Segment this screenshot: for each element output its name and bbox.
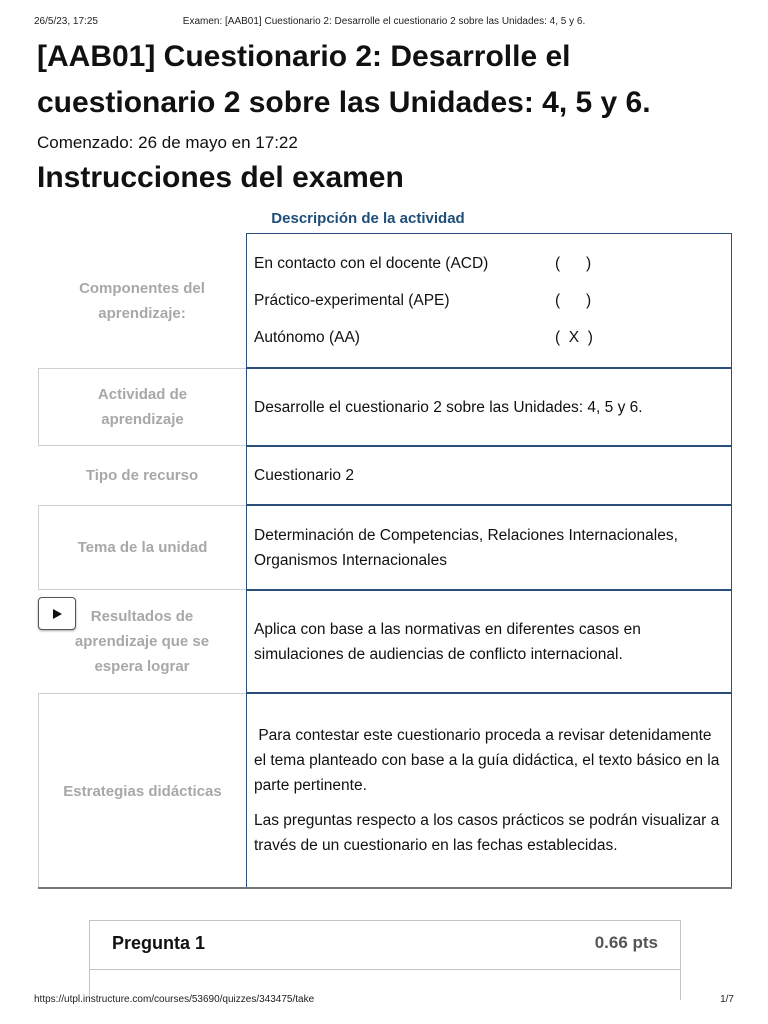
exam-title: [AAB01] Cuestionario 2: Desarrolle el cuestionario 2 sobre las Unidades: 4, 5 y 6. [37,40,651,119]
print-footer [34,994,734,1008]
results-label: Resultados de aprendizaje que se espera lograr [74,608,210,675]
component-row-ape [254,282,724,319]
component-name: Práctico-experimental (APE) [254,292,450,309]
table-bottom-rule [38,887,732,889]
component-name: Autónomo (AA) [254,329,360,346]
resource-value: Cuestionario 2 [246,446,732,505]
started-timestamp: Comenzado: 26 de mayo en 17:22 [37,133,298,152]
component-mark: ( X ) [555,329,593,346]
page-url[interactable]: https://utpl.instructure.com/courses/53690/quizzes/343475/take [34,994,315,1005]
strategies-label: Estrategias didácticas [38,693,246,888]
component-row-aa [254,319,724,356]
component-row-acd [254,245,724,282]
play-button[interactable] [38,597,76,630]
page-number: 1/7 [720,994,734,1005]
strategies-paragraph: Las preguntas respecto a los casos prácticos se podrán visualizar a través de un cuestionario en las fechas establecidas. [254,812,720,854]
strategies-value [246,693,732,888]
print-page-title: Examen: [AAB01] Cuestionario 2: Desarrolle el cuestionario 2 sobre las Unidades: 4, 5 y 6. [182,16,586,27]
question-name: Pregunta 1 [112,933,206,953]
question-card [89,920,681,1000]
question-points: 0.66 pts [594,933,658,952]
components-label: Componentes del aprendizaje: [79,279,205,322]
resource-label: Tipo de recurso [85,467,199,484]
component-mark: ( ) [555,292,592,309]
strategies-paragraph: Para contestar este cuestionario proceda a revisar detenidamente el tema planteado con base a la guía didáctica, el texto básico en la parte pertinente. [254,727,724,794]
component-mark: ( ) [555,255,592,272]
component-name: En contacto con el docente (ACD) [254,255,489,272]
table-caption: Descripción de la actividad [271,210,465,227]
print-date: 26/5/23, 17:25 [34,16,98,27]
activity-label: Actividad de aprendizaje [38,368,246,446]
instructions-heading: Instrucciones del examen [37,161,404,194]
topic-label: Tema de la unidad [38,505,246,590]
components-value [246,233,732,368]
activity-value: Desarrolle el cuestionario 2 sobre las Unidades: 4, 5 y 6. [246,368,732,446]
topic-value: Determinación de Competencias, Relaciones Internacionales, Organismos Internacionales [246,505,732,590]
results-value: Aplica con base a las normativas en diferentes casos en simulaciones de audiencias de conflicto internacional. [246,590,732,693]
question-header [90,921,680,970]
play-icon [51,608,63,620]
print-header [34,16,734,30]
activity-table [38,233,732,889]
